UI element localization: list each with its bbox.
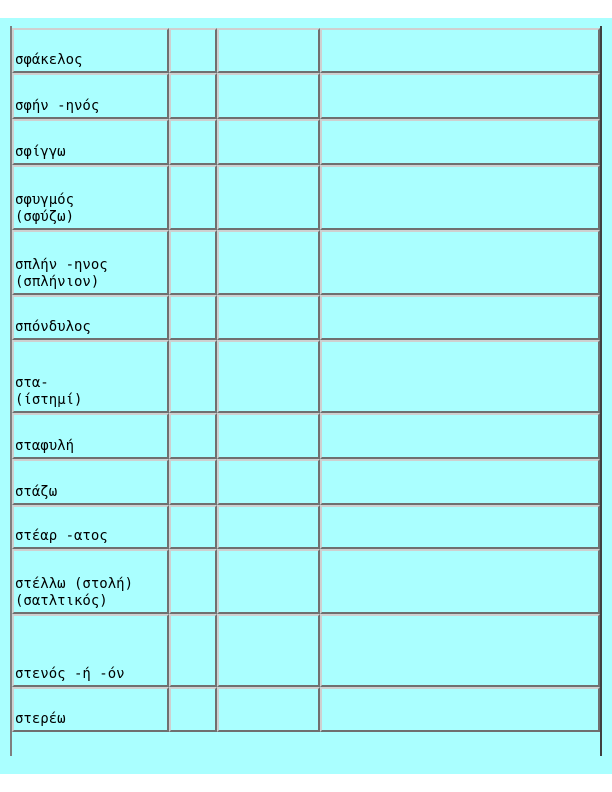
empty-cell-c xyxy=(217,73,320,119)
empty-cell-d xyxy=(320,73,600,119)
empty-cell-b xyxy=(169,73,217,119)
word-cell xyxy=(12,413,169,459)
empty-cell-b xyxy=(169,230,217,295)
empty-cell-b xyxy=(169,119,217,165)
empty-cell-c xyxy=(217,119,320,165)
lexicon-table-body xyxy=(12,28,600,732)
word-cell xyxy=(12,614,169,687)
empty-cell-d xyxy=(320,28,600,73)
headword-note: (σατλτικός) xyxy=(15,593,108,609)
table-row xyxy=(12,28,600,73)
headword-note: (σπλήνιον) xyxy=(15,274,100,290)
headword: σταφυλή xyxy=(15,438,75,454)
headword: σφήν -ηνός xyxy=(15,98,100,114)
headword: στέλλω (στολή) xyxy=(15,576,134,592)
word-cell xyxy=(12,687,169,732)
empty-cell-d xyxy=(320,687,600,732)
word-cell xyxy=(12,459,169,505)
empty-cell-d xyxy=(320,230,600,295)
empty-cell-d xyxy=(320,614,600,687)
headword: στέαρ -ατος xyxy=(15,528,108,544)
headword: στάζω xyxy=(15,484,58,500)
word-cell xyxy=(12,230,169,295)
word-cell xyxy=(12,340,169,413)
empty-cell-c xyxy=(217,230,320,295)
empty-cell-d xyxy=(320,295,600,340)
empty-cell-c xyxy=(217,340,320,413)
empty-cell-d xyxy=(320,340,600,413)
headword-note: (ίστημί) xyxy=(15,392,83,408)
table-row xyxy=(12,505,600,549)
empty-cell-b xyxy=(169,549,217,614)
table-row xyxy=(12,295,600,340)
empty-cell-c xyxy=(217,614,320,687)
table-row xyxy=(12,230,600,295)
word-cell xyxy=(12,165,169,230)
table-row xyxy=(12,549,600,614)
empty-cell-c xyxy=(217,687,320,732)
headword: στενός -ή -όν xyxy=(15,666,125,682)
empty-cell-d xyxy=(320,413,600,459)
table-row xyxy=(12,614,600,687)
table-row xyxy=(12,340,600,413)
lexicon-table xyxy=(12,28,600,732)
table-row xyxy=(12,413,600,459)
empty-cell-c xyxy=(217,165,320,230)
empty-cell-d xyxy=(320,165,600,230)
empty-cell-d xyxy=(320,505,600,549)
empty-cell-b xyxy=(169,505,217,549)
empty-cell-b xyxy=(169,28,217,73)
empty-cell-b xyxy=(169,687,217,732)
word-cell xyxy=(12,73,169,119)
empty-cell-c xyxy=(217,295,320,340)
headword-note: (σφύζω) xyxy=(15,209,75,225)
empty-cell-b xyxy=(169,459,217,505)
table-row xyxy=(12,687,600,732)
headword: σφάκελος xyxy=(15,52,83,68)
table-row xyxy=(12,459,600,505)
headword: σπλήν -ηνος xyxy=(15,257,108,273)
empty-cell-d xyxy=(320,119,600,165)
headword: σφίγγω xyxy=(15,144,66,160)
empty-cell-c xyxy=(217,505,320,549)
word-cell xyxy=(12,28,169,73)
empty-cell-c xyxy=(217,28,320,73)
empty-cell-b xyxy=(169,165,217,230)
headword: στερέω xyxy=(15,711,66,727)
empty-cell-c xyxy=(217,549,320,614)
headword: στα- xyxy=(15,375,49,391)
empty-cell-b xyxy=(169,614,217,687)
table-row xyxy=(12,73,600,119)
headword: σπόνδυλος xyxy=(15,319,91,335)
headword: σφυγμός xyxy=(15,192,75,208)
empty-cell-c xyxy=(217,459,320,505)
empty-cell-b xyxy=(169,295,217,340)
word-cell xyxy=(12,505,169,549)
word-cell xyxy=(12,295,169,340)
empty-cell-b xyxy=(169,413,217,459)
empty-cell-d xyxy=(320,549,600,614)
empty-cell-d xyxy=(320,459,600,505)
empty-cell-c xyxy=(217,413,320,459)
empty-cell-b xyxy=(169,340,217,413)
word-cell xyxy=(12,119,169,165)
word-cell xyxy=(12,549,169,614)
table-row xyxy=(12,119,600,165)
table-row xyxy=(12,165,600,230)
